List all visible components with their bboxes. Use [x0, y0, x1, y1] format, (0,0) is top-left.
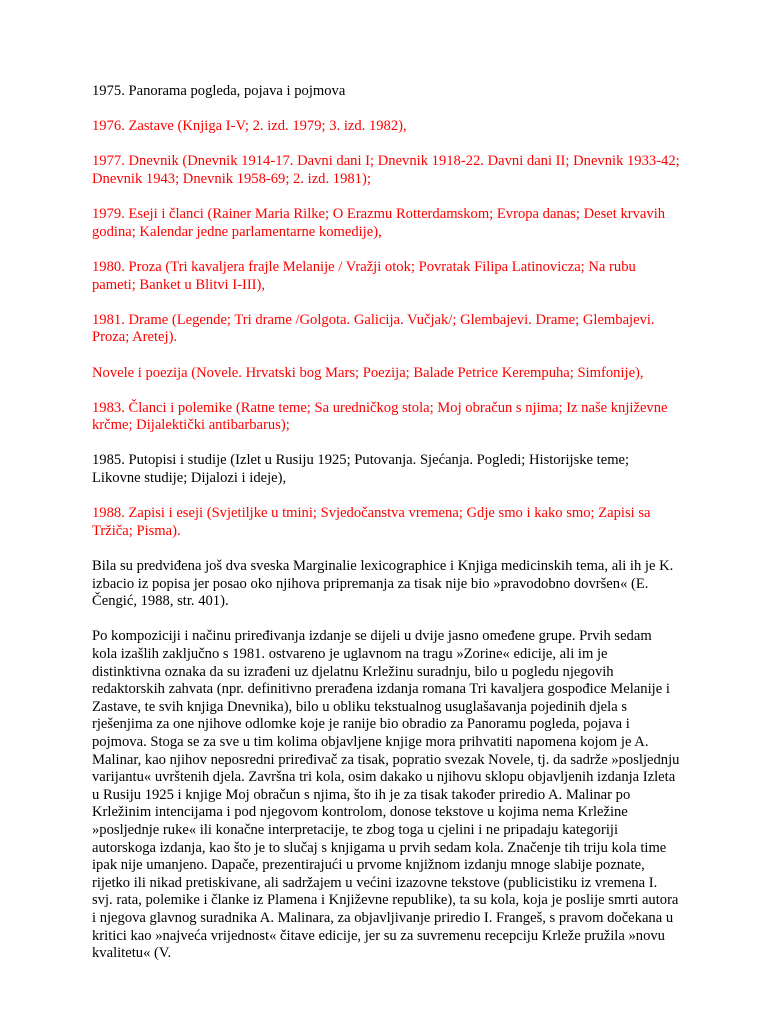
bibliography-entry-1988: 1988. Zapisi i eseji (Svjetiljke u tmini; Svjedočanstva vremena; Gdje smo i kako smo; Zapisi sa Tržiča; Pisma).: [92, 505, 651, 539]
document-page: [92, 83, 680, 980]
bibliography-entry-1979: 1979. Eseji i članci (Rainer Maria Rilke; O Erazmu Rotterdamskom; Evropa danas; Deset krvavih godina; Kalendar jedne parlamentarne komedije),: [92, 206, 666, 240]
bibliography-entry-1976: 1976. Zastave (Knjiga I-V; 2. izd. 1979; 3. izd. 1982),: [92, 118, 407, 135]
bibliography-entry-1985: 1985. Putopisi i studije (Izlet u Rusiju 1925; Putovanja. Sjećanja. Pogledi; Historijske teme; Likovne studije; Dijalozi i ideje),: [92, 452, 630, 487]
bibliography-entry-1977: 1977. Dnevnik (Dnevnik 1914-17. Davni dani I; Dnevnik 1918-22. Davni dani II; Dnevnik 1933-42; Dnevnik 1943; Dnevnik 1958-69; 2. izd. 1981);: [92, 153, 680, 187]
bibliography-entry-1975: 1975. Panorama pogleda, pojava i pojmova: [92, 83, 346, 99]
bibliography-entry-1983: 1983. Članci i polemike (Ratne teme; Sa uredničkog stola; Moj obračun s njima; Iz naše književne krčme; Dijalektički antibarbarus);: [92, 399, 668, 434]
body-paragraph-composition: Po kompoziciji i načinu priređivanja izdanje se dijeli u dvije jasno omeđene grupe. Prvih sedam kola izašlih zaključno s 1981. ostvareno je uglavnom na tragu »Zorine« edicije, ali im je distinktivna oznaka da su izrađeni uz djelatnu Krležinu suradnju, bilo u pogledu njegovih redaktorskih zahvata (npr. definitivno prerađena izdanja romana Tri kavaljera gospođice Melanije i Zastave, te svih knjiga Dnevnika), bilo u obliku tekstualnog usuglašavanja pojedinih djela s rješenjima za one njihove odlomke koje je ranije bio obradio za Panoramu pogleda, pojava i pojmova. Stoga se za sve u tim kolima objavljene knjige mora prihvatiti napomena kojom je A. Malinar, kao njihov neposredni priređivač za tisak, popratio svezak Novele, tj. da sadrže »posljednju varijantu« uvrštenih djela. Završna tri kola, osim dakako u njihovu sklopu objavljenih izdanja Izleta u Rusiju 1925 i knjige Moj obračun s njima, što ih je za tisak također priredio A. Malinar po Krležinim intencijama i pod njegovom kontrolom, donose tekstove u kojima nema Krležine »posljednje ruke« ili konačne interpretacije, te zbog toga u cjelini i ne pripadaju kategoriji autorskoga izdanja, kao što je to slučaj s knjigama u prvih sedam kola. Značenje tih triju kola time ipak nije umanjeno. Dapače, prezentirajući u prvome knjižnom izdanju mnoge slabije poznate, rijetko ili nikad pretiskivane, ali sadržajem u većini izazovne tekstove (publicistiku iz vremena I. svj. rata, polemike i članke iz Plamena i Književne republike), ta su kola, koja je poslije smrti autora i njegova glavnog suradnika A. Malinara, za objavljivanje priredio I. Frangeš, s pravom dočekana u kritici kao »najveća vrijednost« čitave edicije, jer su za suvremenu recepciju Krleže pružila »novu kvalitetu« (V.: [92, 628, 680, 962]
body-paragraph-marginalia: Bila su predviđena još dva sveska Marginalie lexicographice i Knjiga medicinskih tema, ali ih je K. izbacio iz popisa jer posao oko njihova pripremanja za tisak nije bio »pravodobno dovršen« (E. Čengić, 1988, str. 401).: [92, 558, 674, 610]
bibliography-entry-novele: Novele i poezija (Novele. Hrvatski bog Mars; Poezija; Balade Petrice Kerempuha; Simfonije),: [92, 364, 644, 381]
bibliography-entry-1981: 1981. Drame (Legende; Tri drame /Golgota. Galicija. Vučjak/; Glembajevi. Drame; Glembajevi. Proza; Aretej).: [92, 311, 655, 346]
bibliography-entry-1980: 1980. Proza (Tri kavaljera frajle Melanije / Vražji otok; Povratak Filipa Latinovicza; Na rubu pameti; Banket u Blitvi I-III),: [92, 258, 636, 293]
